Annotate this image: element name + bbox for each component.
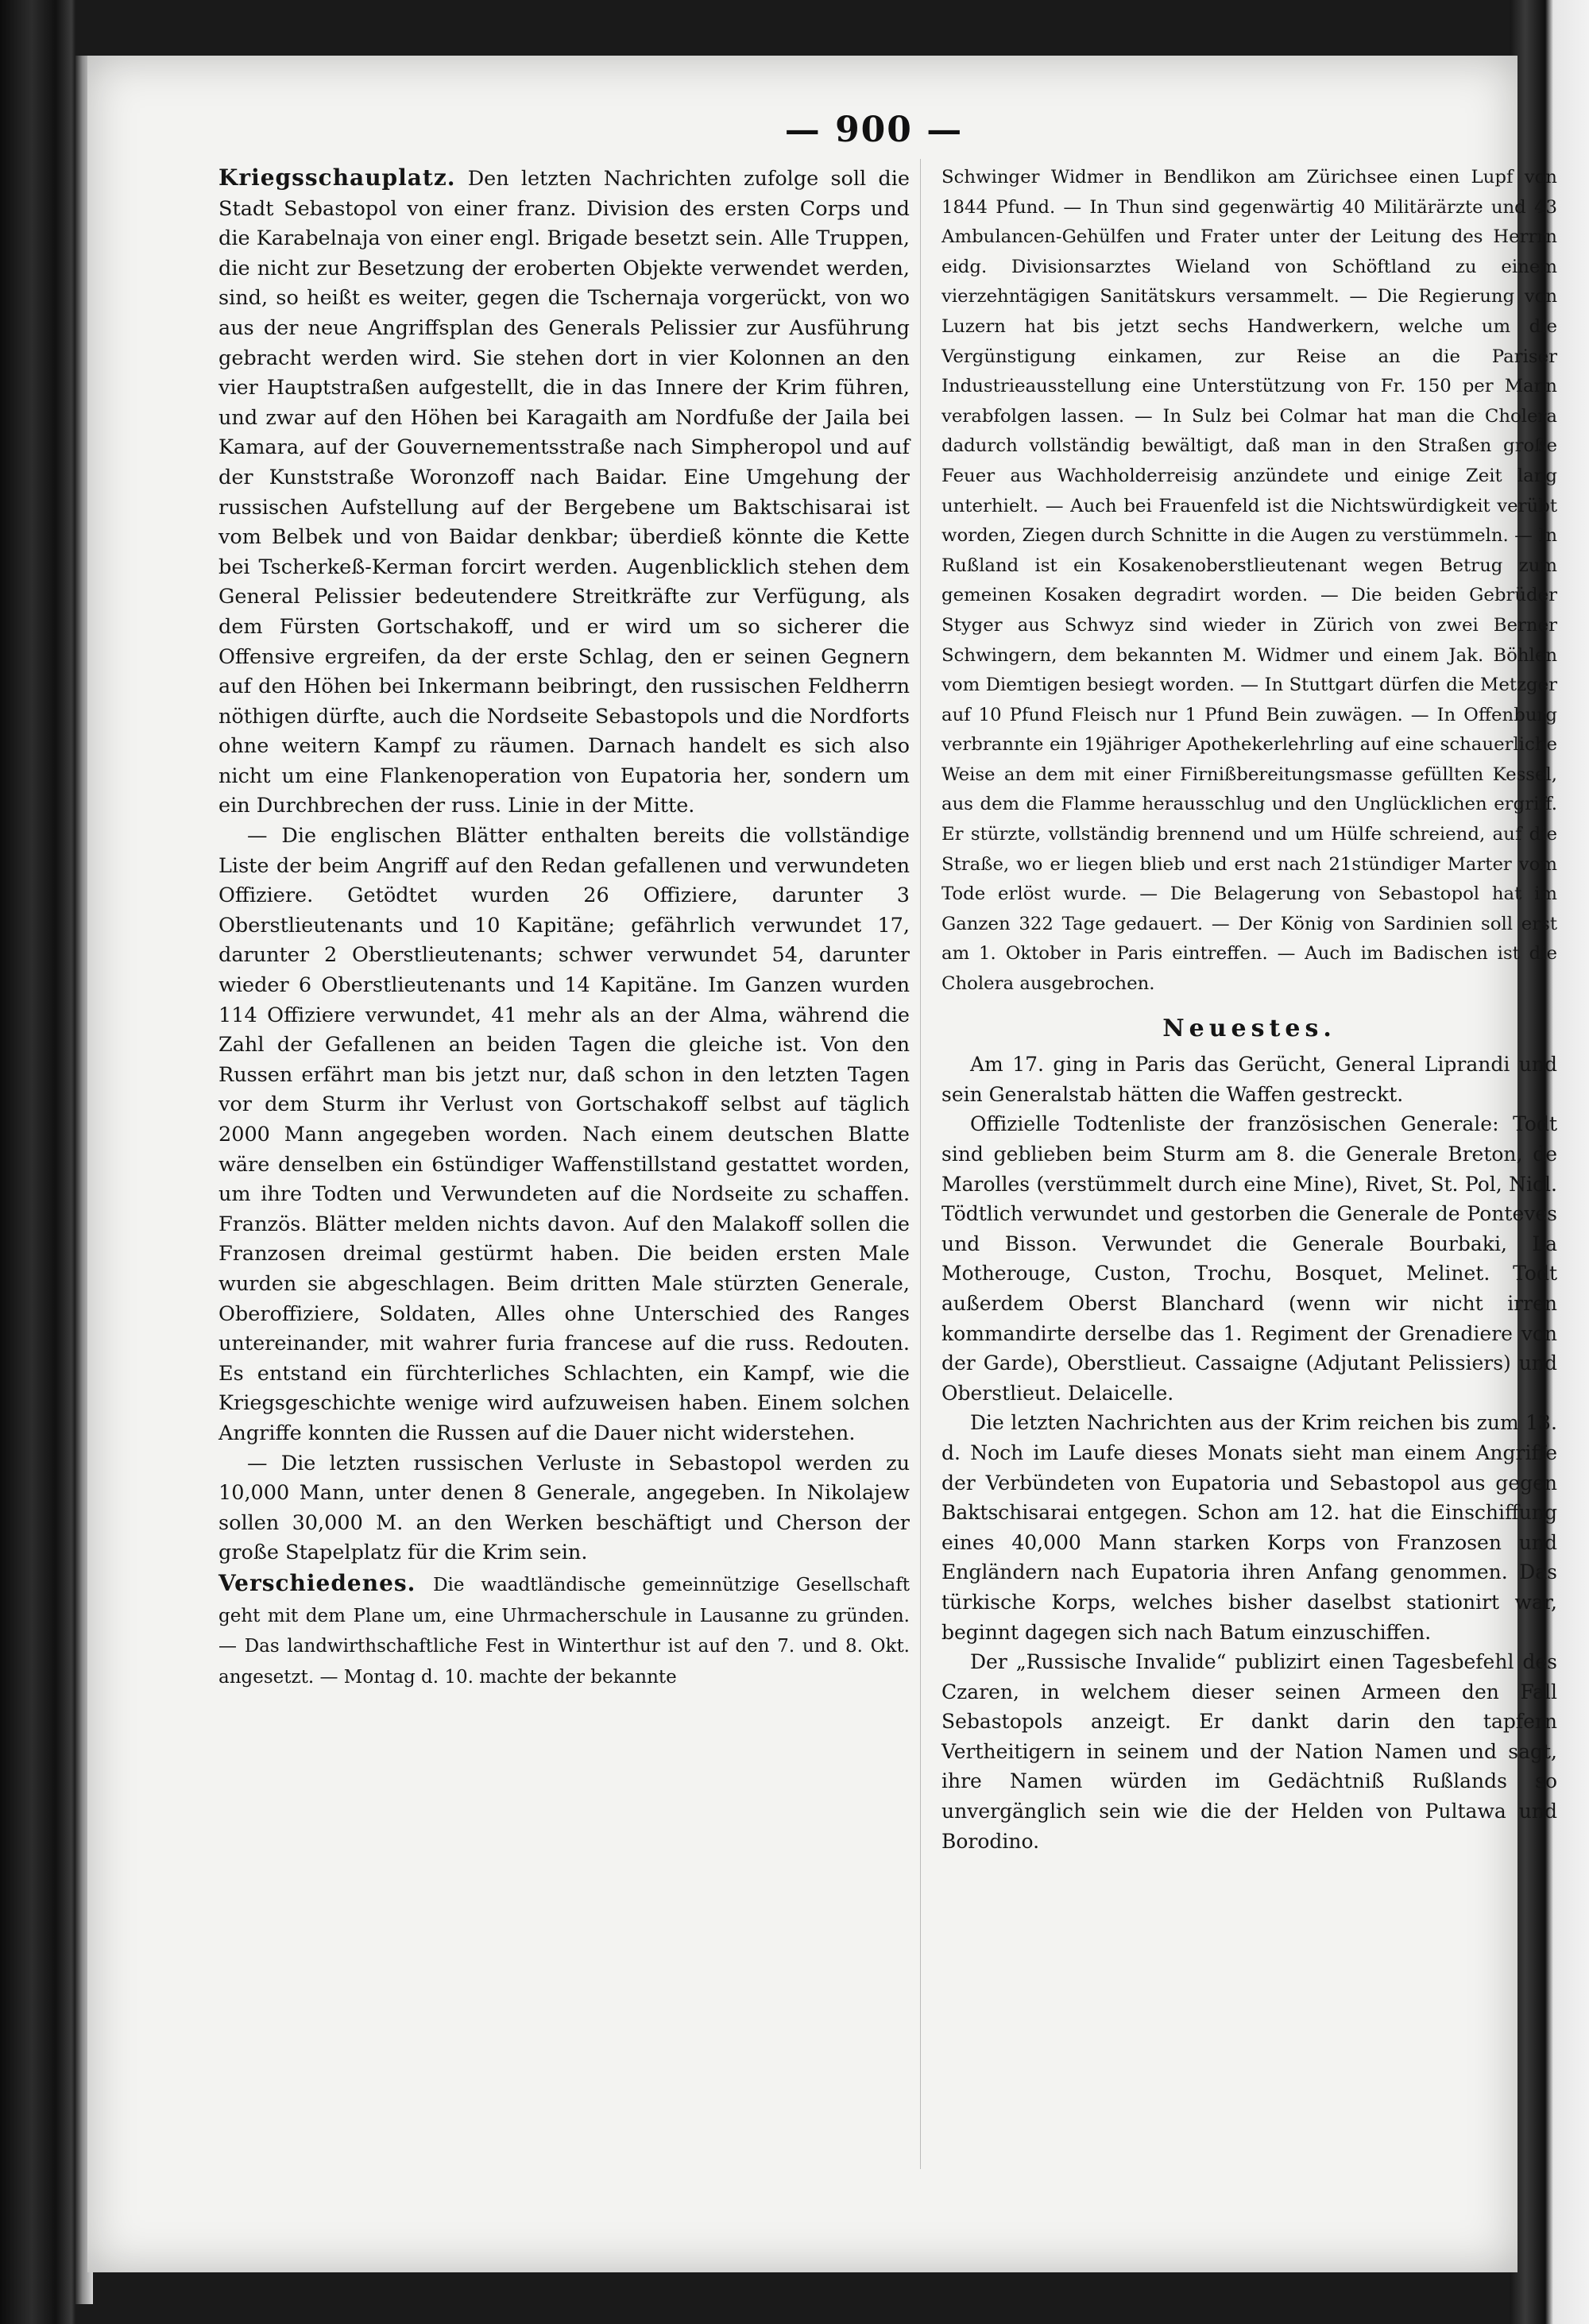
- paragraph: Die letzten Nachrichten aus der Krim reichen bis zum 13. d. Noch im Laufe dieses Monats sieht man einem Angriffe der Verbündeten von Eupatoria und Sebastopol aus gegen Baktschisarai entgegen. Schon am 12. hat die Einschiffung eines 40,000 Mann starken Korps von Franzosen und Engländern nach Eupatoria ihren Anfang genommen. Das türkische Korps, welches bisher daselbst stationirt war, beginnt dagegen sich nach Batum einzuschiffen.: [941, 1411, 1557, 1644]
- newspaper-page: [87, 56, 1557, 2272]
- paragraph: Den letzten Nachrichten zufolge soll die Stadt Sebastopol von einer franz. Division des ersten Corps und die Karabelnaja von einer engl. Brigade besetzt sein. Alle Truppen, die nicht zur Besetzung der eroberten Objekte verwendet werden, sind, so heißt es weiter, gegen die Tschernaja vorgerückt, von wo aus der neue Angriffsplan des Generals Pelissier zur Ausführung gebracht werden wird. Sie stehen dort in vier Kolonnen an den vier Hauptstraßen aufgestellt, die in das Innere der Krim führen, und zwar auf den Höhen bei Karagaith am Nordfuße der Jaila bei Kamara, auf der Gouvernementsstraße nach Simpheropol und auf der Kunststraße Woronzoff nach Baidar. Eine Umgehung der russischen Aufstellung auf der Bergebene um Baktschisarai ist vom Belbek und von Baidar denkbar; überdieß könnte die Kette bei Tscherkeß-Kerman forcirt werden. Augenblicklich stehen dem General Pelissier bedeutendere Streitkräfte zur Verfügung, als dem Fürsten Gortschakoff, und er wird um so sicherer die Offensive ergreifen, da der erste Schlag, den er seinen Gegnern auf den Höhen bei Inkermann beibringt, den russischen Feldherrn nöthigen dürfte, auch die Nordseite Sebastopols und die Nordforts ohne weitern Kampf zu räumen. Darnach handelt es sich also nicht um eine Flankenoperation von Eupatoria her, sondern um ein Durchbrechen der russ. Linie in der Mitte.: [218, 167, 910, 818]
- scanner-binding: [0, 0, 75, 2324]
- heading-neuestes: Neuestes.: [1162, 1014, 1336, 1042]
- article-verschiedenes: [218, 1568, 910, 1692]
- paragraph: — Die letzten russischen Verluste in Sebastopol werden zu 10,000 Mann, unter denen 8 Generale, angegeben. In Nikolajew sollen 30,000 M. an den Werken beschäftigt und Cherson der große Stapelplatz für die Krim sein.: [218, 1451, 910, 1565]
- paragraph: Am 17. ging in Paris das Gerücht, General Liprandi und sein Generalstab hätten die Waffen gestreckt.: [941, 1053, 1557, 1106]
- left-column: [218, 163, 910, 1692]
- article-kriegsschauplatz: [218, 163, 910, 822]
- column-divider: [920, 159, 921, 2169]
- heading-kriegsschauplatz: Kriegsschauplatz.: [218, 164, 456, 191]
- paragraph: Der „Russische Invalide“ publizirt einen Tagesbefehl des Czaren, in welchem dieser seinen Armeen den Fall Sebastopols anzeigt. Er dankt darin den tapfern Vertheitigern in seinem und der Nation Namen und sagt, ihre Namen würden im Gedächtniß Rußlands so unvergänglich sein wie die der Helden von Pultawa und Borodino.: [941, 1650, 1557, 1853]
- paragraph: — Die englischen Blätter enthalten bereits die vollständige Liste der beim Angriff auf den Redan gefallenen und verwundeten Offiziere. Getödtet wurden 26 Offiziere, darunter 3 Oberstlieutenants und 10 Kapitäne; gefährlich verwundet 17, darunter 2 Oberstlieutenants; schwer verwundet 54, darunter wieder 6 Oberstlieutenants und 14 Kapitäne. Im Ganzen wurden 114 Offiziere verwundet, 41 mehr als an der Alma, während die Zahl der Gefallenen an beiden Tagen die gleiche ist. Von den Russen erfährt man bis jetzt nur, daß schon in den letzten Tagen vor dem Sturm ihr Verlust von Gortschakoff selbst auf täglich 2000 Mann angegeben worden. Nach einem deutschen Blatte wäre denselben ein 6stündiger Waffenstillstand gestattet worden, um ihre Todten und Verwundeten auf die Nordseite zu schaffen. Französ. Blätter melden nichts davon. Auf den Malakoff sollen die Franzosen dreimal gestürmt haben. Die beiden ersten Male wurden sie abgeschlagen. Beim dritten Male stürzten Generale, Oberoffiziere, Soldaten, Alles ohne Unterschied des Ranges untereinander, mit wahrer furia francese auf die russ. Redouten. Es entstand ein fürchterliches Schlachten, ein Kampf, wie die Kriegsgeschichte wenige wird aufzuweisen haben. Einem solchen Angriffe konnten die Russen auf die Dauer nicht widerstehen.: [218, 824, 910, 1445]
- paragraph: Schwinger Widmer in Bendlikon am Zürichsee einen Lupf von 1844 Pfund. — In Thun sind gegenwärtig 40 Militärärzte und 43 Ambulancen-Gehülfen und Frater unter der Leitung des Herrrn eidg. Divisionsarztes Wieland von Schöftland zu einem vierzehntägigen Sanitätskurs versammelt. — Die Regierung von Luzern hat bis jetzt sechs Handwerkern, welche um die Vergünstigung einkamen, zur Reise an die Pariser Industrieausstellung eine Unterstützung von Fr. 150 per Mann verabfolgen lassen. — In Sulz bei Colmar hat man die Cholera dadurch vollständig bewältigt, daß man in den Straßen große Feuer aus Wachholderreisig anzündete und einige Zeit lang unterhielt. — Auch bei Frauenfeld ist die Nichtswürdigkeit verübt worden, Ziegen durch Schnitte in die Augen zu verstümmeln. — In Rußland ist ein Kosakenoberstlieutenant wegen Betrug zum gemeinen Kosaken degradirt worden. — Die beiden Gebrüder Styger aus Schwyz sind wieder in Zürich von zwei Berner Schwingern, dem bekannten M. Widmer und einem Jak. Böhlen vom Diemtigen besiegt worden. — In Stuttgart dürfen die Metzger auf 10 Pfund Fleisch nur 1 Pfund Bein zuwägen. — In Offenburg verbrannte ein 19jähriger Apothekerlehrling auf eine schauerliche Weise an dem mit einer Firnißbereitungsmasse gefüllten Kessel, aus dem die Flamme herausschlug und den Unglücklichen ergriff. Er stürzte, vollständig brennend und um Hülfe schreiend, auf die Straße, wo er liegen blieb und erst nach 21stündiger Marter vom Tode erlöst wurde. — Die Belagerung von Sebastopol hat im Ganzen 322 Tage gedauert. — Der König von Sardinien soll erst am 1. Oktober in Paris eintreffen. — Auch im Badischen ist die Cholera ausgebrochen.: [941, 167, 1557, 995]
- heading-verschiedenes: Verschiedenes.: [218, 1569, 416, 1596]
- right-column: [941, 163, 1557, 1856]
- page-number: — 900 —: [784, 110, 964, 150]
- paragraph: Die waadtländische gemeinnützige Gesellschaft geht mit dem Plane um, eine Uhrmacherschule in Lausanne zu gründen. — Das landwirthschaftliche Fest in Winterthur ist auf den 7. und 8. Okt. angesetzt. — Montag d. 10. machte der bekannte: [218, 1574, 910, 1688]
- paragraph: Offizielle Todtenliste der französischen Generale: Todt sind geblieben beim Sturm am 8. die Generale Breton, de Marolles (verstümmelt durch eine Mine), Rivet, St. Pol, Niol. Tödtlich verwundet und gestorben die Generale de Ponteves und Bisson. Verwundet die Generale Bourbaki, La Motherouge, Custon, Trochu, Bosquet, Melinet. Todt außerdem Oberst Blanchard (wenn wir nicht irren kommandirte derselbe das 1. Regiment der Grenadiere von der Garde), Oberstlieut. Cassaigne (Adjutant Pelissiers) und Oberstlieut. Delaicelle.: [941, 1112, 1557, 1405]
